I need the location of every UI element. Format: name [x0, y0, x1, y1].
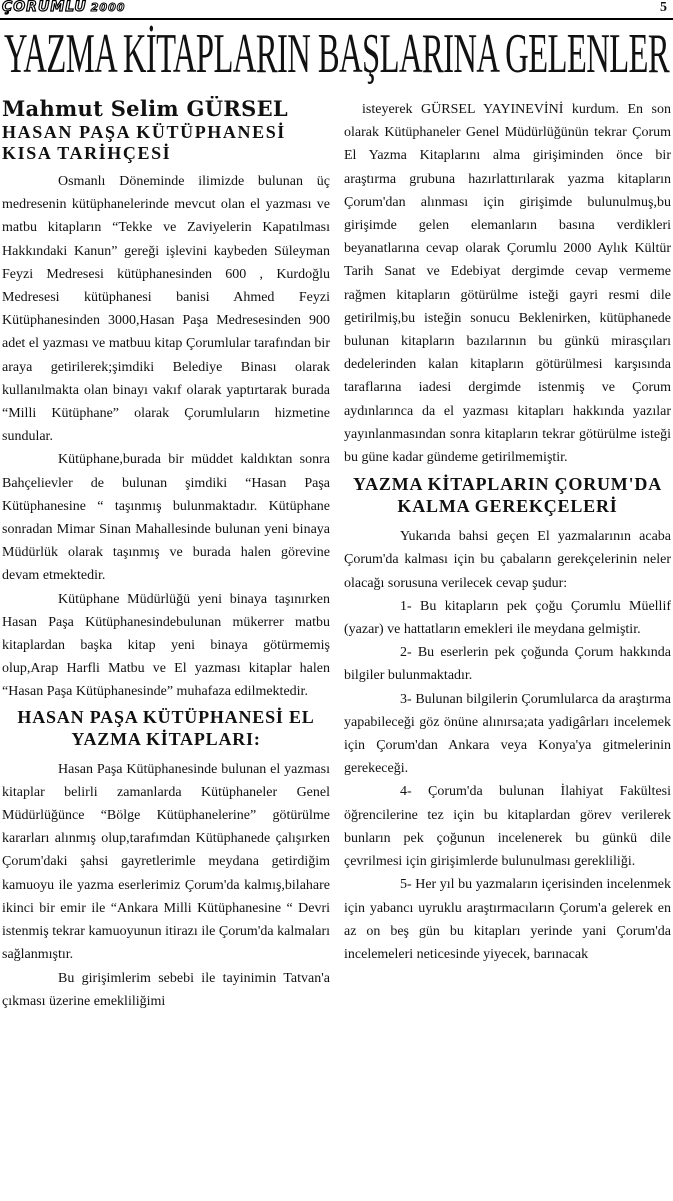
author-name: Mahmut Selim GÜRSEL — [2, 96, 288, 121]
magazine-name: ÇORUMLU — [2, 0, 87, 15]
headline-text: YAZMA KİTAPLARIN BAŞLARINA GELENLER — [4, 24, 670, 84]
section-title-history: HASAN PAŞA KÜTÜPHANESİ KISA TARİHÇESİ — [2, 122, 286, 163]
paragraph: 4- Çorum'da bulunan İlahiyat Fakültesi öğrencilerine tez için bu kitaplardan görev verilerek bunların pek çoğunun incelenerek bu günkü dile çevrilmesi için girişimlerde bulunulması gerekliliği. — [344, 784, 671, 870]
paragraph: 1- Bu kitapların pek çoğu Çorumlu Müellif (yazar) ve hattatların emekleri ile meydana gelmiştir. — [344, 598, 671, 638]
paragraph: Hasan Paşa Kütüphanesinde bulunan el yazması kitaplar belirli zamanlarda Kütüphaneler Genel Müdürlüğünce “Bölge Kütüphanelerine” götürülme kararları alınmış olup,tarafımdan Kütüphanede çalışırken Çorum'daki şahsi gayretlerimle meydana getirdiğim kamuoyu ile yazma eserlerimiz Çorum'da kalmış,bilahare ikinci bir emir ile “Ankara Milli Kütüphanesine “ Devri istenmiş tekrar kamuoyunun itirazı ile Çorum'da kalmaları sağlanmıştır. — [2, 761, 330, 963]
paragraph-continued: isteyerek GÜRSEL YAYINEVİNİ kurdum. En son olarak Kütüphaneler Genel Müdürlüğünün tekrar Çorum El Yazma Kitaplarını alma girişiminden önce bir araştırma grubuna hazırlattırılarak yazma kitapların Çorum'dan alınması için girişimde bulunulmuş,bu girişimde gelen elemanların basına verdikleri beyanatlarına cevap olarak Çorumlu 2000 Aylık Kültür Tarih Sanat ve Edebiyat dergimde cevap vermeme rağmen kitapların götürülme isteği gayri resmi dile getirilmiş,bu isteğin sonucu Beklenirken, kütüphanede bulunan kitapların bazılarının bu günkü mirasçıları dedelerinden kalan kitapların götürülmesi karşısında taraflarına iadesi dergimde istenmiş ve Çorum aydınlarınca da el yazması kitapları hakkında yazılar yayınlanmasından sonra kitapların tekrar götürülme isteği bu güne kadar gündeme getirilmemiştir. — [344, 102, 671, 466]
section-title-manuscripts: HASAN PAŞA KÜTÜPHANESİ EL YAZMA KİTAPLARI: — [17, 706, 315, 749]
paragraph: 5- Her yıl bu yazmaların içerisinden incelenmek için yabancı uyruklu araştırmacıların Çorum'a gelerek en az on beş gün bu kitapları yerinde yani Çorum'da incelemeleri neticesinde yiyecek, barınacak — [344, 877, 671, 962]
right-column — [344, 98, 671, 1201]
masthead — [0, 0, 673, 20]
paragraph: Bu girişimlerim sebebi ile tayinimin Tatvan'a çıkması üzerine emekliliğimi — [2, 970, 330, 1009]
paragraph: Kütüphane Müdürlüğü yeni binaya taşınırken Hasan Paşa Kütüphanesindebulunan mükerrer matbu kitaplardan başka kitap yeni binaya götürmemiş olup,Arap Harfli Matbu ve El yazması kitaplar halen “Hasan Paşa Kütüphanesinde” muhafaza edilmektedir. — [2, 591, 330, 700]
headline — [0, 24, 673, 84]
paragraph: 3- Bulunan bilgilerin Çorumlularca da araştırma yapabileceği göz önüne alınırsa;ata yadigârları incelemek için Çorum'dan Ankara veya Konya'ya gitmelerinin gerekeceği. — [344, 691, 671, 777]
paragraph: Yukarıda bahsi geçen El yazmalarının acaba Çorum'da kalması için bu çabaların gerekçelerinin neler olacağı sorusuna verilecek cevap şudur: — [344, 529, 671, 591]
paragraph: Osmanlı Döneminde ilimizde bulunan üç medresenin kütüphanelerinde mevcut olan el yazması ve matbu kitapların “Tekke ve Zaviyelerin Kapatılması Hakkındaki Kanun” gereği işlevini kaybeden Süleyman Feyzi Medresesi kütüphanesinden 600 , Kurdoğlu Medresesi kütüphanesi banisi Ahmed Feyzi Kütüphanesinden 3000,Hasan Paşa Medresesinden 900 adet el yazması ve matbuu kitap Çorumlular tarafından bir araya getirilerek;şimdiki Belediye Binası olarak kullanılmakta olan binayı vakıf olarak yaptırtarak burada “Milli Kütüphane” olarak Çorumluların hizmetine sundular. — [2, 174, 330, 445]
paragraph: 2- Bu eserlerin pek çoğunda Çorum hakkında bilgiler bulunmaktadır. — [344, 645, 671, 684]
magazine-title — [2, 0, 125, 15]
section-title-reasons: YAZMA KİTAPLARIN ÇORUM'DA KALMA GEREKÇELERİ — [352, 474, 662, 517]
magazine-year: 2000 — [90, 1, 126, 14]
paragraph: Kütüphane,burada bir müddet kaldıktan sonra Bahçelievler de bulunan şimdiki “Hasan Paşa Kütüphanesine “ taşınmış bulunmaktadır. Kütüphane sonradan Mimar Sinan Mahallesinde bulunan yeni binaya Müdürlük olarak taşınmış ve burada halen görevine devam etmektedir. — [2, 452, 330, 584]
left-column — [2, 96, 330, 1201]
page-number: 5 — [660, 0, 667, 15]
